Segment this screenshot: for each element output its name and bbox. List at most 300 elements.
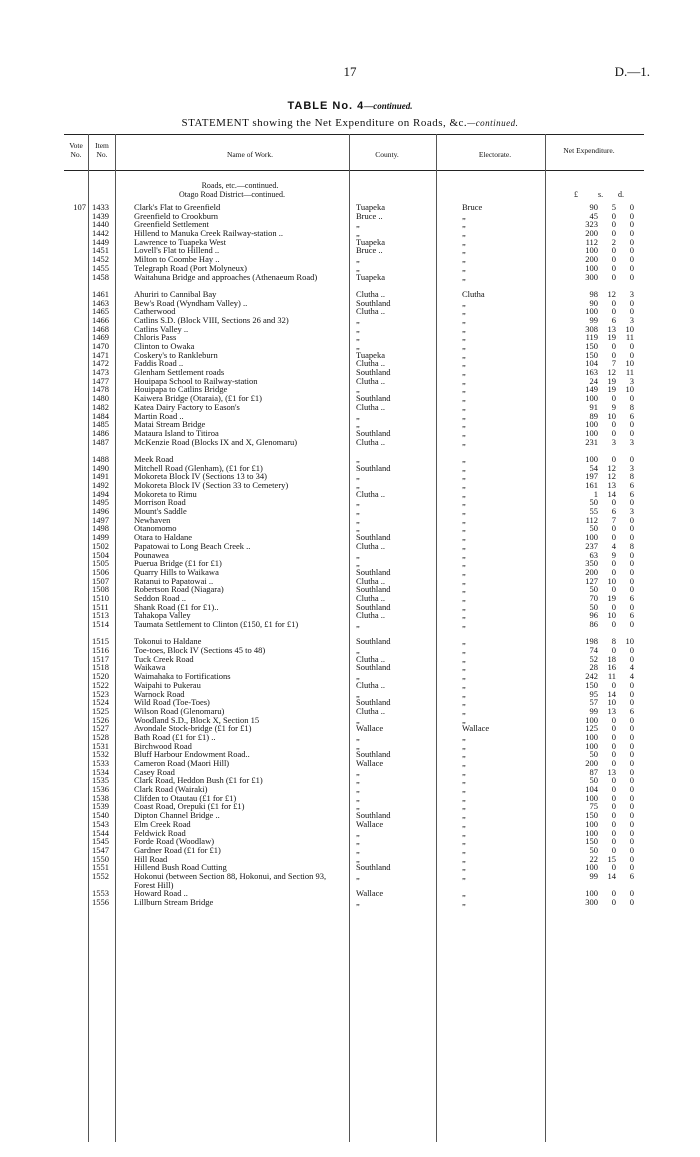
pounds-cell: 87 bbox=[589, 766, 598, 777]
electorate-cell: „ bbox=[462, 367, 466, 378]
item-cell: 1551 bbox=[92, 862, 109, 873]
item-cell: 1468 bbox=[92, 323, 109, 334]
shillings-cell: 14 bbox=[607, 870, 616, 881]
pounds-cell: 198 bbox=[585, 636, 598, 647]
electorate-cell: „ bbox=[462, 410, 466, 421]
county-cell: Clutha .. bbox=[356, 575, 386, 586]
county-cell: „ bbox=[356, 827, 360, 838]
shillings-cell: 0 bbox=[611, 862, 616, 873]
item-cell: 1532 bbox=[92, 749, 109, 760]
item-cell: 1487 bbox=[92, 436, 109, 447]
work-name-cell: Clark Road, Heddon Bush (£1 for £1) bbox=[134, 775, 263, 786]
pounds-cell: 100 bbox=[585, 245, 598, 256]
section-heading bbox=[180, 181, 300, 190]
shillings-cell: 0 bbox=[611, 792, 616, 803]
pounds-cell: 100 bbox=[585, 427, 598, 438]
item-cell: 1534 bbox=[92, 766, 109, 777]
pence-cell: 3 bbox=[629, 288, 634, 299]
shillings-cell: 13 bbox=[607, 323, 616, 334]
item-cell: 1473 bbox=[92, 367, 109, 378]
shillings-cell: 0 bbox=[611, 758, 616, 769]
electorate-cell: „ bbox=[462, 679, 466, 690]
electorate-cell: „ bbox=[462, 297, 466, 308]
work-name-cell: Quarry Hills to Waikawa bbox=[134, 566, 219, 577]
item-cell: 1526 bbox=[92, 714, 109, 725]
electorate-cell: „ bbox=[462, 210, 466, 221]
electorate-cell: „ bbox=[462, 219, 466, 230]
work-name-cell: Catlins S.D. (Block VIII, Sections 26 and 32) bbox=[134, 314, 289, 325]
pence-cell: 0 bbox=[629, 549, 634, 560]
item-cell: 1524 bbox=[92, 697, 109, 708]
item-cell: 1478 bbox=[92, 384, 109, 395]
pounds-cell: 63 bbox=[589, 549, 598, 560]
pence-cell: 0 bbox=[629, 818, 634, 829]
item-cell: 1496 bbox=[92, 506, 109, 517]
item-cell: 1505 bbox=[92, 558, 109, 569]
county-cell: „ bbox=[356, 619, 360, 630]
work-name-cell: Hillend Bush Road Cutting bbox=[134, 862, 227, 873]
table-title-cont: —continued. bbox=[364, 101, 413, 111]
county-cell: „ bbox=[356, 341, 360, 352]
item-cell: 1488 bbox=[92, 453, 109, 464]
shillings-cell: 0 bbox=[611, 271, 616, 282]
item-cell: 1504 bbox=[92, 549, 109, 560]
pence-cell: 0 bbox=[629, 653, 634, 664]
item-cell: 1543 bbox=[92, 818, 109, 829]
pounds-cell: 150 bbox=[585, 349, 598, 360]
shillings-cell: 0 bbox=[611, 784, 616, 795]
shillings-cell: 0 bbox=[611, 714, 616, 725]
electorate-cell: „ bbox=[462, 584, 466, 595]
pounds-cell: 200 bbox=[585, 228, 598, 239]
pence-cell: 0 bbox=[629, 801, 634, 812]
county-cell: Southland bbox=[356, 427, 391, 438]
pounds-cell: 100 bbox=[585, 532, 598, 543]
pence-cell: 10 bbox=[625, 636, 634, 647]
item-cell: 1513 bbox=[92, 610, 109, 621]
work-name-cell: Hokonui (between Section 88, Hokonui, and Section 93, Forest Hill) bbox=[134, 870, 327, 890]
county-cell: „ bbox=[356, 897, 360, 908]
pounds-cell: 24 bbox=[589, 375, 598, 386]
electorate-cell: „ bbox=[462, 349, 466, 360]
pence-cell: 0 bbox=[629, 427, 634, 438]
shillings-cell: 19 bbox=[607, 384, 616, 395]
item-cell: 1552 bbox=[92, 870, 109, 881]
section-district: Otago Road District—continued. bbox=[179, 190, 285, 199]
pounds-cell: 75 bbox=[589, 801, 598, 812]
item-cell: 1539 bbox=[92, 801, 109, 812]
item-cell: 1477 bbox=[92, 375, 109, 386]
shillings-cell: 10 bbox=[607, 610, 616, 621]
pounds-cell: 127 bbox=[585, 575, 598, 586]
pounds-cell: 91 bbox=[589, 401, 598, 412]
electorate-cell: „ bbox=[462, 810, 466, 821]
pence-cell: 0 bbox=[629, 714, 634, 725]
county-cell: „ bbox=[356, 731, 360, 742]
county-cell: „ bbox=[356, 836, 360, 847]
item-cell: 1480 bbox=[92, 393, 109, 404]
county-cell: „ bbox=[356, 766, 360, 777]
electorate-cell: „ bbox=[462, 323, 466, 334]
shillings-cell: 0 bbox=[611, 731, 616, 742]
pence-cell: 0 bbox=[629, 497, 634, 508]
electorate-cell: „ bbox=[462, 818, 466, 829]
unit-pence: d. bbox=[618, 190, 624, 199]
work-name-cell: Dipton Channel Bridge .. bbox=[134, 810, 220, 821]
electorate-cell: „ bbox=[462, 488, 466, 499]
pence-cell: 0 bbox=[629, 245, 634, 256]
shillings-cell: 3 bbox=[611, 436, 616, 447]
pounds-cell: 50 bbox=[589, 584, 598, 595]
pence-cell: 0 bbox=[629, 575, 634, 586]
county-cell: Tuapeka bbox=[356, 349, 385, 360]
item-cell: 1486 bbox=[92, 427, 109, 438]
electorate-cell: „ bbox=[462, 341, 466, 352]
item-cell: 1527 bbox=[92, 723, 109, 734]
county-cell: Southland bbox=[356, 584, 391, 595]
electorate-cell: „ bbox=[462, 427, 466, 438]
shillings-cell: 18 bbox=[607, 653, 616, 664]
work-name-cell: Ahuriri to Cannibal Bay bbox=[134, 288, 217, 299]
table-row bbox=[64, 898, 644, 907]
item-cell: 1490 bbox=[92, 462, 109, 473]
item-cell: 1433 bbox=[92, 202, 109, 212]
pence-cell: 4 bbox=[629, 662, 634, 673]
work-name-cell: Hill Road bbox=[134, 853, 168, 864]
work-name-cell: Toe-toes, Block IV (Sections 45 to 48) bbox=[134, 645, 266, 656]
county-cell: Tuapeka bbox=[356, 236, 385, 247]
work-name-cell: Otanomomo bbox=[134, 523, 177, 534]
pounds-cell: 200 bbox=[585, 566, 598, 577]
pence-cell: 0 bbox=[629, 297, 634, 308]
shillings-cell: 2 bbox=[611, 236, 616, 247]
electorate-cell: „ bbox=[462, 453, 466, 464]
pence-cell: 8 bbox=[629, 540, 634, 551]
electorate-cell: „ bbox=[462, 740, 466, 751]
pounds-cell: 197 bbox=[585, 471, 598, 482]
electorate-cell: „ bbox=[462, 462, 466, 473]
electorate-cell: „ bbox=[462, 314, 466, 325]
county-cell: Southland bbox=[356, 532, 391, 543]
header-vote: Vote No. bbox=[69, 141, 83, 159]
pence-cell: 0 bbox=[629, 645, 634, 656]
pounds-cell: 100 bbox=[585, 827, 598, 838]
electorate-cell: „ bbox=[462, 749, 466, 760]
pounds-cell: 90 bbox=[589, 297, 598, 308]
pence-cell: 6 bbox=[629, 488, 634, 499]
pounds-cell: 125 bbox=[585, 723, 598, 734]
pence-cell: 0 bbox=[629, 262, 634, 273]
electorate-cell: „ bbox=[462, 697, 466, 708]
electorate-cell: „ bbox=[462, 653, 466, 664]
shillings-cell: 0 bbox=[611, 584, 616, 595]
pounds-cell: 231 bbox=[585, 436, 598, 447]
electorate-cell: „ bbox=[462, 610, 466, 621]
pence-cell: 0 bbox=[629, 775, 634, 786]
table-row bbox=[64, 872, 644, 889]
subtitle-text: STATEMENT showing the Net Expenditure on Roads, &c. bbox=[181, 117, 468, 129]
item-cell: 1469 bbox=[92, 332, 109, 343]
electorate-cell: Wallace bbox=[462, 723, 490, 734]
work-name-cell: Birchwood Road bbox=[134, 740, 192, 751]
electorate-cell: Bruce bbox=[462, 202, 483, 212]
item-cell: 1508 bbox=[92, 584, 109, 595]
item-cell: 1502 bbox=[92, 540, 109, 551]
work-name-cell: Clinton to Owaka bbox=[134, 341, 195, 352]
work-name-cell: Feldwick Road bbox=[134, 827, 186, 838]
pounds-cell: 100 bbox=[585, 393, 598, 404]
pence-cell: 3 bbox=[629, 314, 634, 325]
pounds-cell: 161 bbox=[585, 480, 598, 491]
shillings-cell: 0 bbox=[611, 297, 616, 308]
pence-cell: 0 bbox=[629, 532, 634, 543]
shillings-cell: 0 bbox=[611, 844, 616, 855]
pence-cell: 6 bbox=[629, 480, 634, 491]
electorate-cell: „ bbox=[462, 827, 466, 838]
work-name-cell: Meek Road bbox=[134, 453, 174, 464]
pence-cell: 0 bbox=[629, 792, 634, 803]
item-cell: 1485 bbox=[92, 419, 109, 430]
pounds-cell: 98 bbox=[589, 288, 598, 299]
unit-pounds: £ bbox=[574, 190, 578, 199]
shillings-cell: 0 bbox=[611, 619, 616, 630]
pounds-cell: 300 bbox=[585, 271, 598, 282]
item-cell: 1492 bbox=[92, 480, 109, 491]
pounds-cell: 89 bbox=[589, 410, 598, 421]
electorate-cell: „ bbox=[462, 419, 466, 430]
shillings-cell: 0 bbox=[611, 801, 616, 812]
work-name-cell: Matai Stream Bridge bbox=[134, 419, 206, 430]
item-cell: 1484 bbox=[92, 410, 109, 421]
electorate-cell: „ bbox=[462, 401, 466, 412]
shillings-cell: 19 bbox=[607, 592, 616, 603]
work-name-cell: Robertson Road (Niagara) bbox=[134, 584, 224, 595]
shillings-cell: 10 bbox=[607, 410, 616, 421]
shillings-cell: 7 bbox=[611, 514, 616, 525]
item-cell: 1525 bbox=[92, 705, 109, 716]
item-cell: 1536 bbox=[92, 784, 109, 795]
pounds-cell: 57 bbox=[589, 697, 598, 708]
electorate-cell: „ bbox=[462, 236, 466, 247]
county-cell: „ bbox=[356, 453, 360, 464]
section-roads: Roads, etc.—continued. bbox=[201, 181, 279, 190]
electorate-cell: „ bbox=[462, 436, 466, 447]
county-cell: Southland bbox=[356, 367, 391, 378]
county-cell: „ bbox=[356, 410, 360, 421]
county-cell: Clutha .. bbox=[356, 540, 386, 551]
pounds-cell: 104 bbox=[585, 784, 598, 795]
work-name-cell: Mount's Saddle bbox=[134, 506, 187, 517]
electorate-cell: „ bbox=[462, 766, 466, 777]
shillings-cell: 12 bbox=[607, 462, 616, 473]
shillings-cell: 19 bbox=[607, 332, 616, 343]
shillings-cell: 15 bbox=[607, 853, 616, 864]
item-cell: 1545 bbox=[92, 836, 109, 847]
county-cell: Southland bbox=[356, 393, 391, 404]
pence-cell: 0 bbox=[629, 749, 634, 760]
electorate-cell: „ bbox=[462, 836, 466, 847]
work-name-cell: Warnock Road bbox=[134, 688, 185, 699]
electorate-cell: „ bbox=[462, 549, 466, 560]
county-cell: „ bbox=[356, 784, 360, 795]
county-cell: „ bbox=[356, 645, 360, 656]
item-cell: 1491 bbox=[92, 471, 109, 482]
pounds-cell: 100 bbox=[585, 792, 598, 803]
pounds-cell: 22 bbox=[589, 853, 598, 864]
work-name-cell: Howard Road .. bbox=[134, 888, 188, 899]
work-name-cell: Waikawa bbox=[134, 662, 166, 673]
county-cell: „ bbox=[356, 314, 360, 325]
item-cell: 1540 bbox=[92, 810, 109, 821]
pence-cell: 0 bbox=[629, 523, 634, 534]
electorate-cell: „ bbox=[462, 523, 466, 534]
pounds-cell: 112 bbox=[585, 514, 598, 525]
pence-cell: 0 bbox=[629, 766, 634, 777]
table-row bbox=[64, 273, 644, 290]
county-cell: Tuapeka bbox=[356, 271, 385, 282]
county-cell: „ bbox=[356, 558, 360, 569]
shillings-cell: 19 bbox=[607, 375, 616, 386]
item-cell: 1520 bbox=[92, 671, 109, 682]
shillings-cell: 12 bbox=[607, 471, 616, 482]
item-cell: 1470 bbox=[92, 341, 109, 352]
work-name-cell: Mitchell Road (Glenham), (£1 for £1) bbox=[134, 462, 263, 473]
pounds-cell: 50 bbox=[589, 497, 598, 508]
page-number: 17 bbox=[343, 64, 357, 79]
pence-cell: 0 bbox=[629, 219, 634, 230]
pounds-cell: 54 bbox=[589, 462, 598, 473]
work-name-cell: Taumata Settlement to Clinton (£150, £1 for £1) bbox=[134, 619, 299, 630]
county-cell: „ bbox=[356, 497, 360, 508]
work-name-cell: Coskery's to Rankleburn bbox=[134, 349, 218, 360]
pounds-cell: 237 bbox=[585, 540, 598, 551]
header-name: Name of Work. bbox=[226, 150, 274, 159]
pence-cell: 0 bbox=[629, 836, 634, 847]
electorate-cell: „ bbox=[462, 497, 466, 508]
shillings-cell: 0 bbox=[611, 254, 616, 265]
item-cell: 1452 bbox=[92, 254, 109, 265]
pence-cell: 8 bbox=[629, 401, 634, 412]
item-cell: 1449 bbox=[92, 236, 109, 247]
pence-cell: 0 bbox=[629, 697, 634, 708]
electorate-cell: „ bbox=[462, 897, 466, 908]
item-cell: 1466 bbox=[92, 314, 109, 325]
shillings-cell: 0 bbox=[611, 836, 616, 847]
pounds-cell: 95 bbox=[589, 688, 598, 699]
work-name-cell: Tokonui to Haldane bbox=[134, 636, 202, 647]
county-cell: Southland bbox=[356, 862, 391, 873]
work-name-cell: Lawrence to Tuapeka West bbox=[134, 236, 226, 247]
shillings-cell: 5 bbox=[611, 202, 616, 212]
electorate-cell: „ bbox=[462, 775, 466, 786]
work-name-cell: Papatowai to Long Beach Creek .. bbox=[134, 540, 251, 551]
pounds-cell: 55 bbox=[589, 506, 598, 517]
electorate-cell: „ bbox=[462, 688, 466, 699]
work-name-cell: Kaiwera Bridge (Otaraia), (£1 for £1) bbox=[134, 393, 262, 404]
work-name-cell: Hillend to Manuka Creek Railway-station .. bbox=[134, 228, 283, 239]
electorate-cell: „ bbox=[462, 671, 466, 682]
pence-cell: 0 bbox=[629, 419, 634, 430]
electorate-cell: „ bbox=[462, 636, 466, 647]
electorate-cell: „ bbox=[462, 228, 466, 239]
pounds-cell: 50 bbox=[589, 749, 598, 760]
shillings-cell: 0 bbox=[611, 888, 616, 899]
electorate-cell: „ bbox=[462, 358, 466, 369]
shillings-cell: 0 bbox=[611, 228, 616, 239]
pence-cell: 0 bbox=[629, 271, 634, 282]
pounds-cell: 50 bbox=[589, 601, 598, 612]
electorate-cell: „ bbox=[462, 540, 466, 551]
pounds-cell: 350 bbox=[585, 558, 598, 569]
work-name-cell: Casey Road bbox=[134, 766, 175, 777]
electorate-cell: „ bbox=[462, 306, 466, 317]
county-cell: „ bbox=[356, 506, 360, 517]
county-cell: „ bbox=[356, 262, 360, 273]
electorate-cell: „ bbox=[462, 731, 466, 742]
county-cell: Clutha .. bbox=[356, 288, 386, 299]
work-name-cell: Lillburn Stream Bridge bbox=[134, 897, 214, 908]
item-cell: 1511 bbox=[92, 601, 109, 612]
work-name-cell: Seddon Road .. bbox=[134, 592, 186, 603]
electorate-cell: „ bbox=[462, 870, 466, 881]
shillings-cell: 0 bbox=[611, 775, 616, 786]
county-cell: Clutha .. bbox=[356, 653, 386, 664]
pounds-cell: 150 bbox=[585, 341, 598, 352]
pence-cell: 0 bbox=[629, 888, 634, 899]
shillings-cell: 0 bbox=[611, 723, 616, 734]
work-name-cell: Wilson Road (Glenomaru) bbox=[134, 705, 225, 716]
shillings-cell: 13 bbox=[607, 480, 616, 491]
work-name-cell: Katea Dairy Factory to Eason's bbox=[134, 401, 240, 412]
item-cell: 1458 bbox=[92, 271, 109, 282]
county-cell: Bruce .. bbox=[356, 210, 383, 221]
county-cell: Southland bbox=[356, 810, 391, 821]
electorate-cell: „ bbox=[462, 375, 466, 386]
county-cell: Southland bbox=[356, 297, 391, 308]
work-name-cell: Bath Road (£1 for £1) .. bbox=[134, 731, 216, 742]
county-cell: „ bbox=[356, 219, 360, 230]
shillings-cell: 0 bbox=[611, 306, 616, 317]
item-cell: 1517 bbox=[92, 653, 109, 664]
county-cell: „ bbox=[356, 523, 360, 534]
pounds-cell: 100 bbox=[585, 453, 598, 464]
section-subheading bbox=[115, 190, 349, 199]
pounds-cell: 242 bbox=[585, 671, 598, 682]
item-cell: 1538 bbox=[92, 792, 109, 803]
pence-cell: 0 bbox=[629, 393, 634, 404]
pounds-cell: 45 bbox=[589, 210, 598, 221]
shillings-cell: 0 bbox=[611, 419, 616, 430]
shillings-cell: 0 bbox=[611, 558, 616, 569]
pounds-cell: 74 bbox=[589, 645, 598, 656]
pence-cell: 8 bbox=[629, 471, 634, 482]
shillings-cell: 0 bbox=[611, 262, 616, 273]
electorate-cell: „ bbox=[462, 784, 466, 795]
shillings-cell: 0 bbox=[611, 566, 616, 577]
pence-cell: 10 bbox=[625, 358, 634, 369]
pounds-cell: 200 bbox=[585, 758, 598, 769]
county-cell: „ bbox=[356, 792, 360, 803]
work-name-cell: Houipapa School to Railway-station bbox=[134, 375, 258, 386]
work-name-cell: Mokoreta Block IV (Section 33 to Cemetery) bbox=[134, 480, 289, 491]
item-cell: 1518 bbox=[92, 662, 109, 673]
shillings-cell: 10 bbox=[607, 697, 616, 708]
pounds-cell: 308 bbox=[585, 323, 598, 334]
work-name-cell: Houipapa to Catlins Bridge bbox=[134, 384, 228, 395]
work-name-cell: Morrison Road bbox=[134, 497, 186, 508]
shillings-cell: 12 bbox=[607, 288, 616, 299]
work-name-cell: Forde Road (Woodlaw) bbox=[134, 836, 215, 847]
